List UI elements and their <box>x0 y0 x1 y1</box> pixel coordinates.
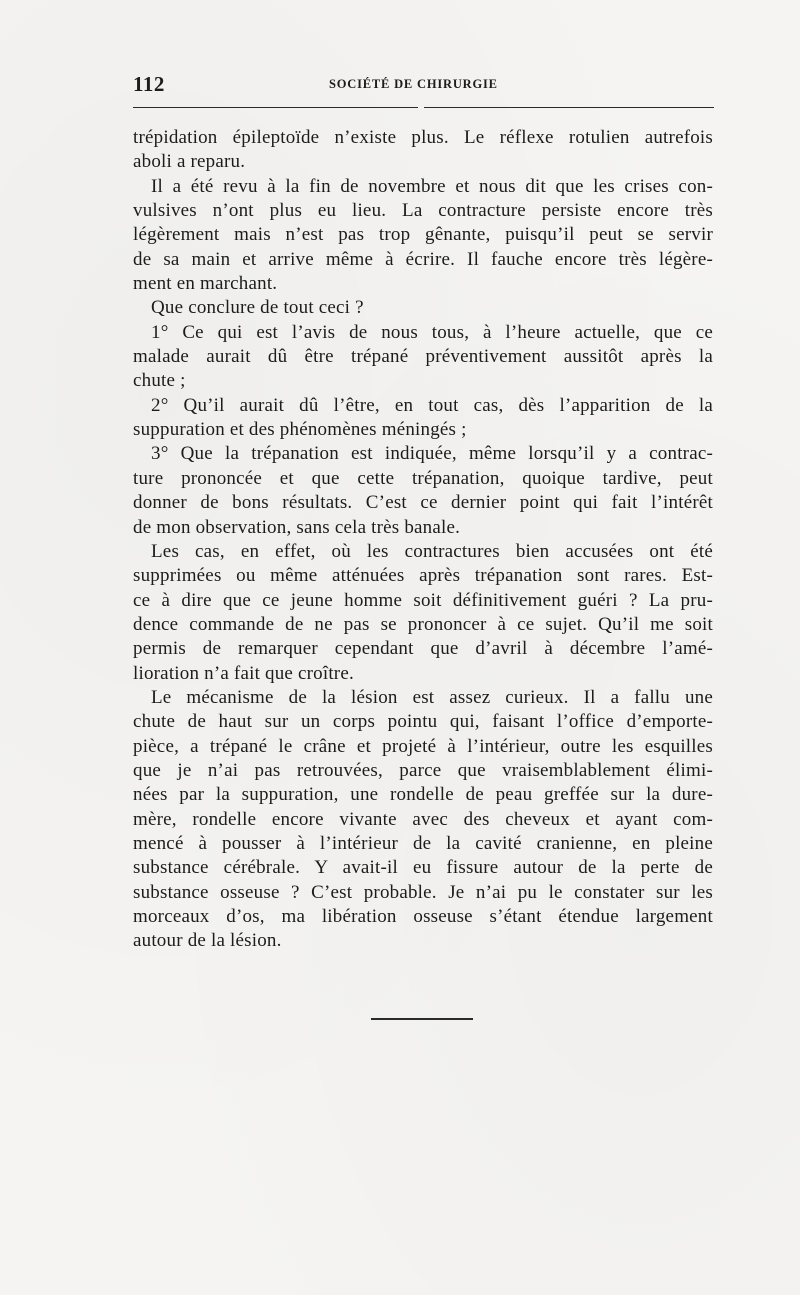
text-line: Que conclure de tout ceci ? <box>151 297 364 319</box>
text-line: 1° Ce qui est l’avis de nous tous, à l’heure actuelle, que ce <box>151 321 713 343</box>
text-line: ment en marchant. <box>133 273 278 295</box>
text-line: donner de bons résultats. C’est ce dernier point qui fait l’intérêt <box>133 492 713 514</box>
text-line: 2° Qu’il aurait dû l’être, en tout cas, dès l’apparition de la <box>151 394 713 416</box>
text-line: dence commande de ne pas se prononcer à ce sujet. Qu’il me soit <box>133 613 713 635</box>
text-line: supprimées ou même atténuées après trépanation sont rares. Est- <box>133 565 713 587</box>
text-line: vulsives n’ont plus eu lieu. La contracture persiste encore très <box>133 200 713 222</box>
text-line: 3° Que la trépanation est indiquée, même lorsqu’il y a contrac- <box>151 443 713 465</box>
text-line: de mon observation, sans cela très banale. <box>133 516 461 538</box>
text-line: que je n’ai pas retrouvées, parce que vraisemblablement élimi- <box>133 759 713 781</box>
text-line: ture prononcée et que cette trépanation, quoique tardive, peut <box>133 467 713 489</box>
section-end-rule <box>371 1018 473 1020</box>
text-line: légèrement mais n’est pas trop gênante, puisqu’il peut se servir <box>133 224 713 246</box>
text-line: permis de remarquer cependant que d’avril à décembre l’amé- <box>133 638 713 660</box>
page-number: 112 <box>133 72 165 96</box>
text-line: malade aurait dû être trépané préventivement aussitôt après la <box>133 346 713 368</box>
text-line: Les cas, en effet, où les contractures bien accusées ont été <box>151 540 713 562</box>
text-line: Le mécanisme de la lésion est assez curieux. Il a fallu une <box>151 686 713 708</box>
text-line: substance osseuse ? C’est probable. Je n’ai pu le constater sur les <box>133 881 713 903</box>
text-line: ce à dire que ce jeune homme soit définitivement guéri ? La pru- <box>133 589 713 611</box>
text-line: lioration n’a fait que croître. <box>133 662 354 684</box>
text-line: trépidation épileptoïde n’existe plus. Le réflexe rotulien autrefois <box>133 127 713 148</box>
text-line: suppuration et des phénomènes méningés ; <box>133 419 467 441</box>
text-line: aboli a reparu. <box>133 151 246 173</box>
text-line: pièce, a trépané le crâne et projeté à l’intérieur, outre les esquilles <box>133 735 713 757</box>
text-line: nées par la suppuration, une rondelle de peau greffée sur la dure- <box>133 784 713 806</box>
text-line: autour de la lésion. <box>133 930 282 952</box>
text-line: Il a été revu à la fin de novembre et nous dit que les crises con- <box>151 175 713 197</box>
body-text <box>133 126 713 954</box>
header-rule-right <box>424 107 714 108</box>
text-line: morceaux d’os, ma libération osseuse s’étant étendue largement <box>133 906 713 927</box>
text-line: mencé à pousser à l’intérieur de la cavité cranienne, en pleine <box>133 832 713 854</box>
page-header <box>133 72 713 100</box>
header-rule-left <box>133 107 418 108</box>
running-head: SOCIÉTÉ DE CHIRURGIE <box>329 77 498 91</box>
text-line: chute de haut sur un corps pointu qui, faisant l’office d’emporte- <box>133 711 713 733</box>
text-line: substance cérébrale. Y avait-il eu fissure autour de la perte de <box>133 857 713 879</box>
text-line: de sa main et arrive même à écrire. Il fauche encore très légère- <box>133 248 713 270</box>
text-line: mère, rondelle encore vivante avec des cheveux et ayant com- <box>133 808 713 830</box>
text-line: chute ; <box>133 370 186 392</box>
